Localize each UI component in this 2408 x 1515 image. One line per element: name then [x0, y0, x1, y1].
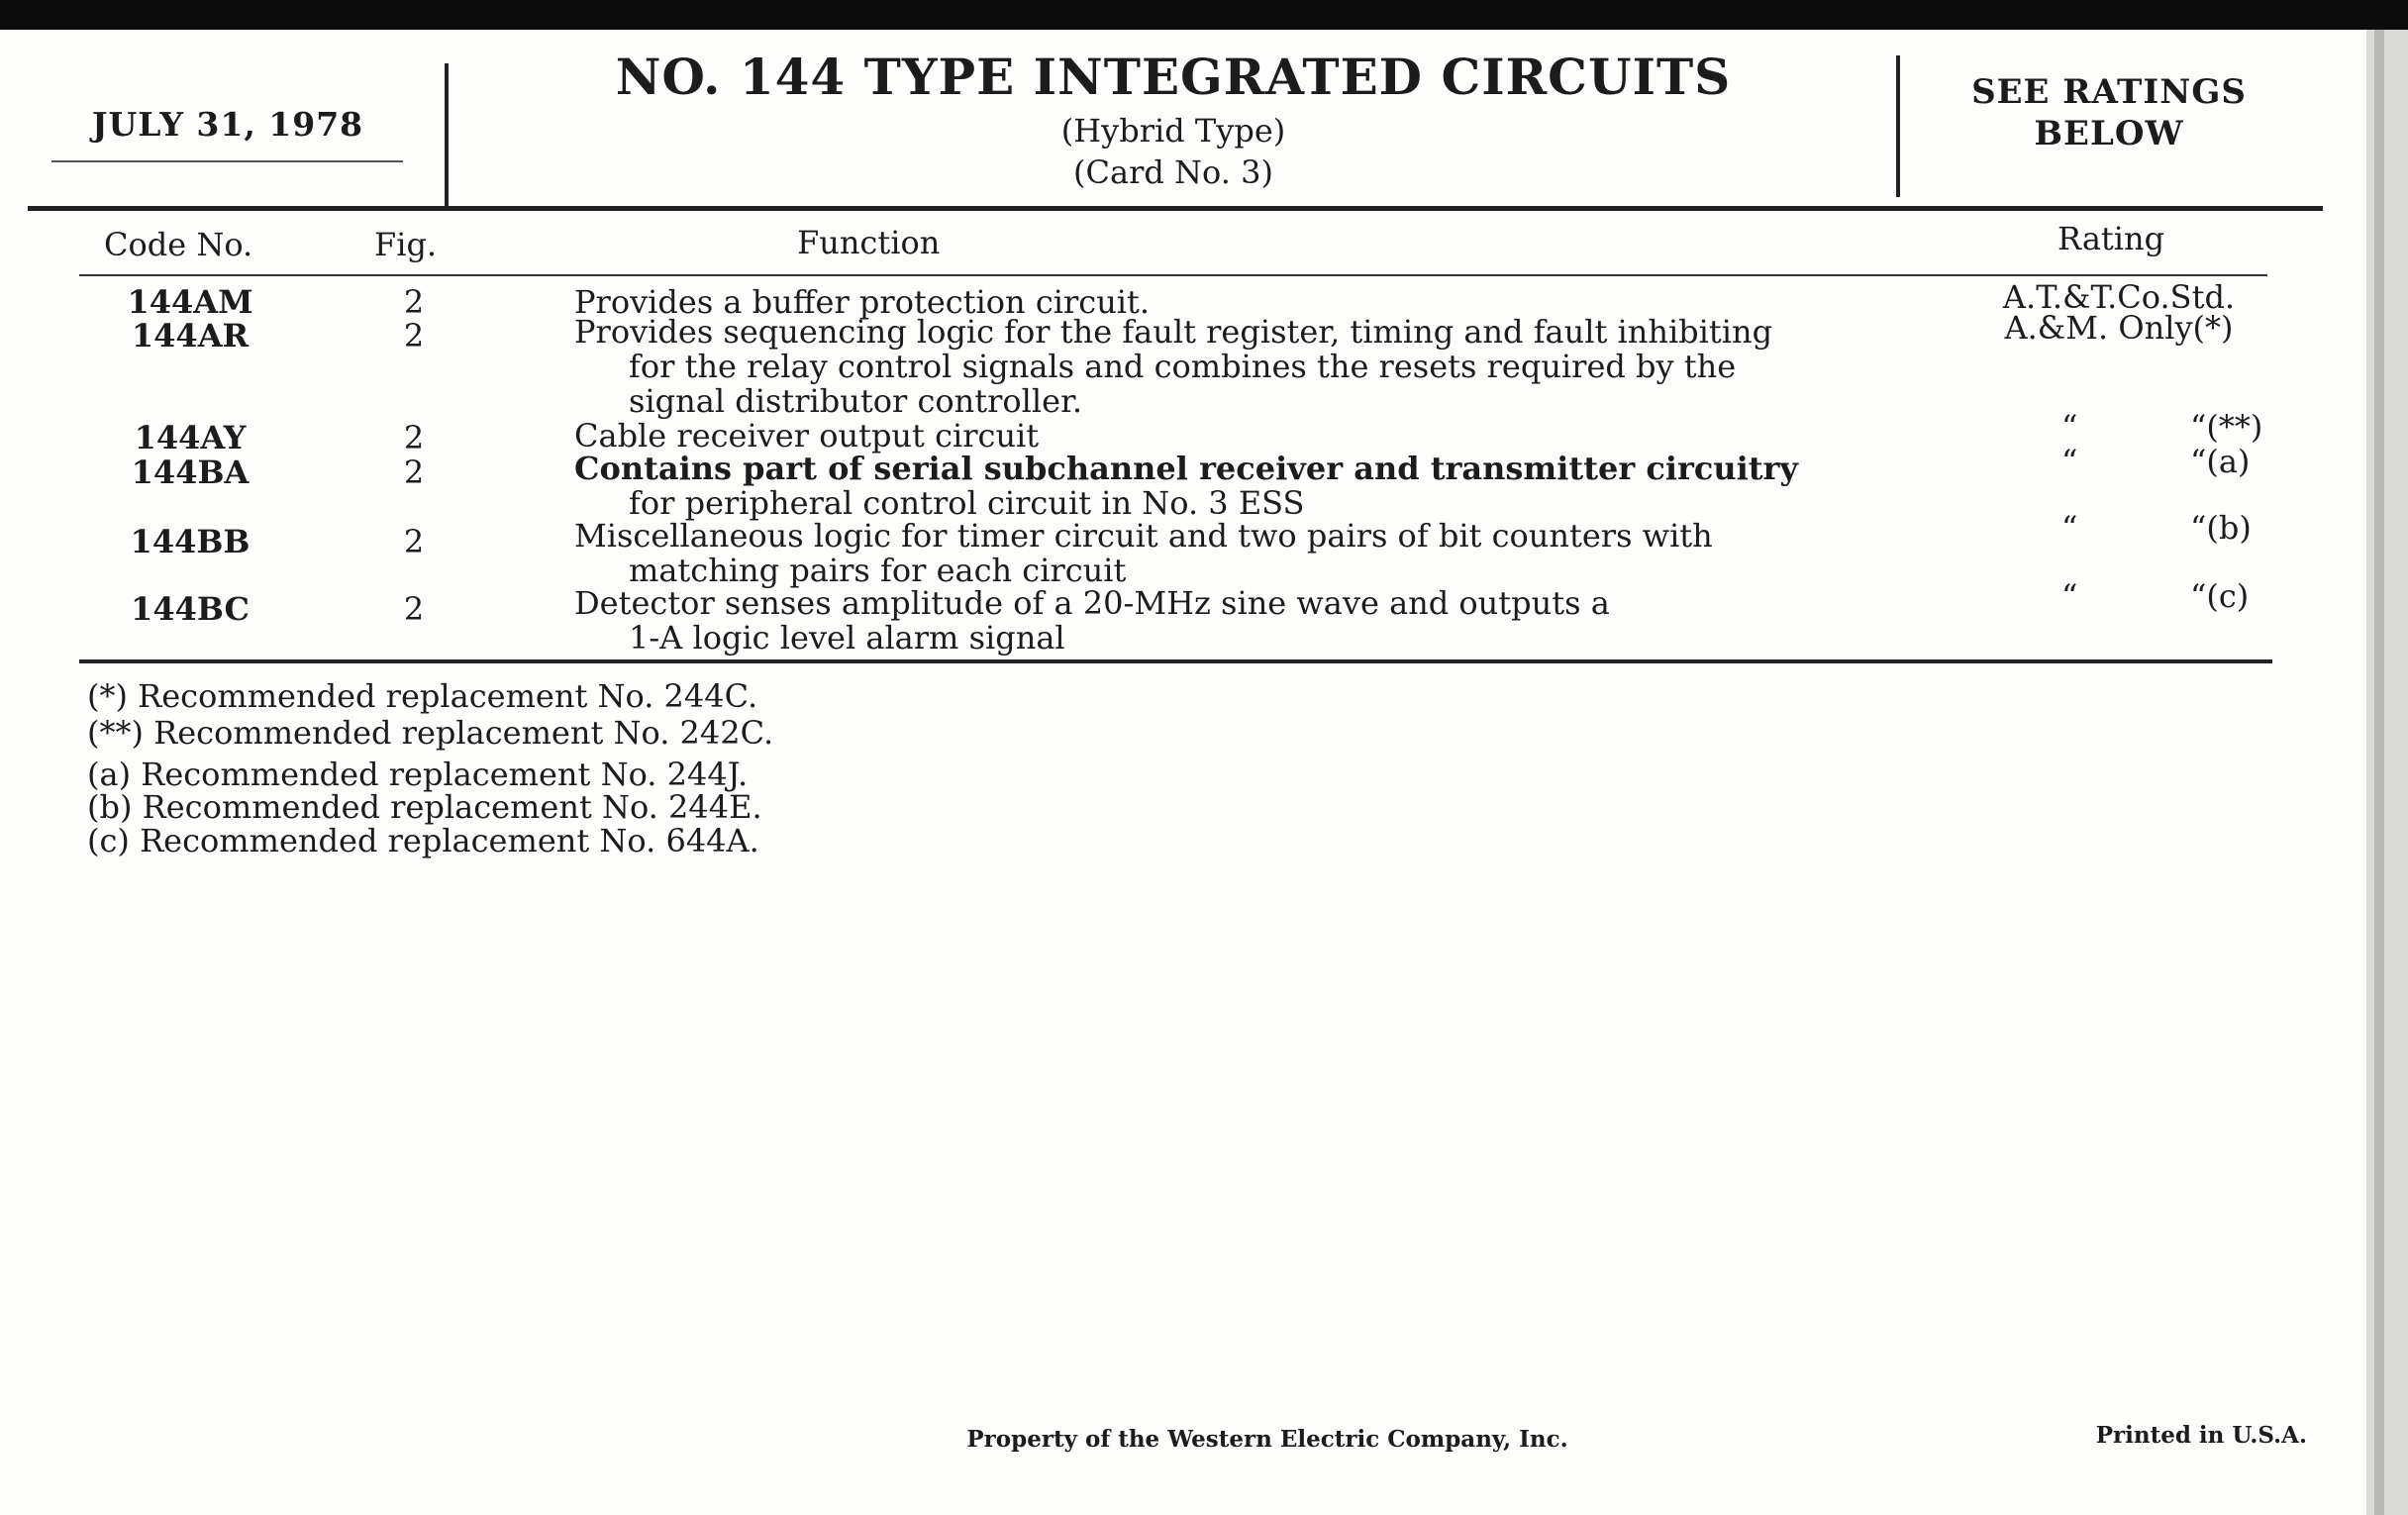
column-header-function: Function — [797, 224, 941, 261]
header-divider-left — [445, 63, 449, 207]
table-row-code: 144BA — [131, 454, 250, 491]
rating-ditto-note: “(c) — [2190, 577, 2250, 615]
header-divider-right — [1896, 55, 1900, 197]
table-row-fig: 2 — [403, 590, 425, 628]
rating-ditto: “ — [2061, 509, 2078, 547]
table-row-function-cont: signal distributor controller. — [629, 382, 1083, 420]
table-row-fig: 2 — [403, 419, 425, 456]
column-header-code: Code No. — [104, 226, 253, 263]
footnote: (c) Recommended replacement No. 644A. — [87, 822, 759, 859]
table-row-function-cont: for peripheral control circuit in No. 3 ESS — [629, 484, 1305, 522]
footnote: (b) Recommended replacement No. 244E. — [87, 788, 762, 826]
property-notice: Property of the Western Electric Company, Inc. — [966, 1426, 1568, 1453]
date-underline — [51, 160, 403, 162]
see-ratings-line1: SEE RATINGS — [1971, 72, 2247, 112]
table-row-function: Provides sequencing logic for the fault register, timing and fault inhibiting — [574, 313, 1773, 351]
table-row-function: Cable receiver output circuit — [574, 417, 1040, 454]
table-row-fig: 2 — [403, 283, 425, 321]
table-row-code: 144AR — [131, 317, 250, 354]
rating-ditto: “ — [2061, 408, 2078, 446]
table-row-code: 144AM — [127, 283, 253, 321]
table-row-fig: 2 — [403, 523, 425, 560]
table-row-function-cont: 1-A logic level alarm signal — [629, 619, 1065, 656]
column-header-fig: Fig. — [374, 226, 438, 263]
see-ratings-note — [1911, 71, 2307, 154]
table-bottom-rule — [79, 659, 2272, 663]
table-row-fig: 2 — [403, 454, 425, 491]
table-row-function: Provides a buffer protection circuit. — [574, 283, 1151, 321]
rating-scope: A.&M. Only(*) — [2004, 309, 2234, 347]
card-number: (Card No. 3) — [1073, 153, 1273, 191]
table-row-function-cont: matching pairs for each circuit — [629, 552, 1127, 589]
table-row-function: Miscellaneous logic for timer circuit and two pairs of bit counters with — [574, 517, 1713, 555]
column-header-rule — [79, 274, 2267, 276]
rating-ditto-note: “(b) — [2190, 509, 2252, 547]
card-date: JULY 31, 1978 — [91, 105, 364, 144]
table-row-function: Detector senses amplitude of a 20-MHz sine wave and outputs a — [574, 584, 1610, 622]
table-row-fig: 2 — [403, 317, 425, 354]
card-edge-shadow — [2374, 30, 2384, 1515]
card-title: NO. 144 TYPE INTEGRATED CIRCUITS — [615, 48, 1732, 106]
rating-ditto: “ — [2061, 443, 2078, 480]
header-rule — [28, 206, 2323, 211]
table-row-code: 144AY — [134, 419, 247, 456]
card-edge — [2366, 30, 2408, 1515]
footnote: (a) Recommended replacement No. 244J. — [87, 756, 749, 793]
column-header-rating: Rating — [2057, 220, 2165, 257]
table-row-function-cont: for the relay control signals and combines the resets required by the — [629, 348, 1737, 385]
rating-standard: A.T.&T.Co.Std. — [2002, 278, 2236, 316]
table-row-code: 144BB — [130, 523, 251, 560]
rating-ditto-note: “(**) — [2190, 408, 2263, 446]
footnote: (*) Recommended replacement No. 244C. — [87, 677, 758, 715]
table-row-function: Contains part of serial subchannel receiver and transmitter circuitry — [574, 450, 1798, 487]
card-subtitle: (Hybrid Type) — [1060, 112, 1286, 150]
see-ratings-line2: BELOW — [2034, 114, 2184, 153]
printed-notice: Printed in U.S.A. — [2095, 1422, 2307, 1449]
table-row-code: 144BC — [131, 590, 250, 628]
rating-ditto: “ — [2061, 577, 2078, 615]
footnote: (**) Recommended replacement No. 242C. — [87, 714, 774, 752]
rating-ditto-note: “(a) — [2190, 443, 2251, 480]
